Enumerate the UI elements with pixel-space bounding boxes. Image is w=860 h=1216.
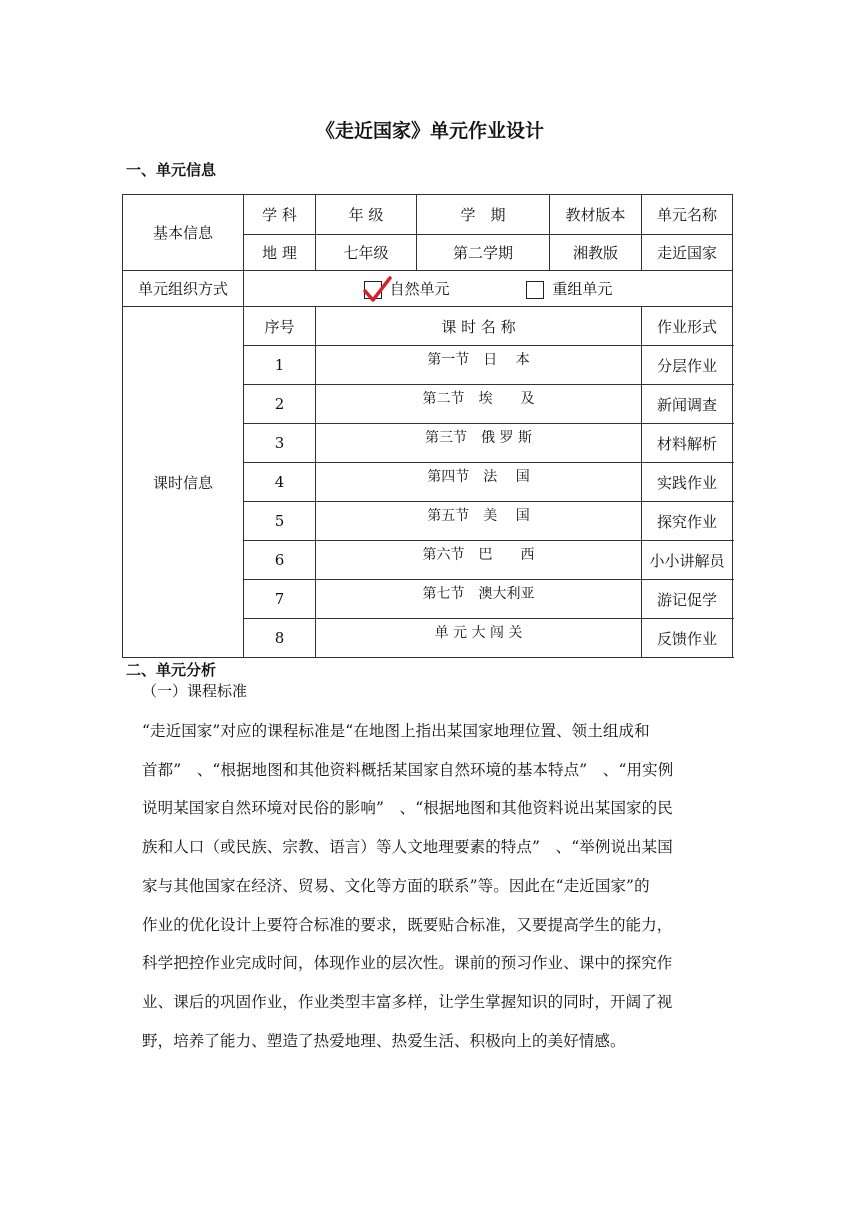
header-grade: 年 级	[316, 195, 417, 235]
header-lesson-no: 序号	[244, 307, 316, 346]
lesson-name: 第六节 巴 西	[316, 541, 642, 580]
lesson-no: 6	[244, 541, 316, 580]
unit-info-table	[122, 194, 733, 658]
lesson-name: 第三节 俄 罗 斯	[316, 424, 642, 463]
checkmark-icon	[363, 276, 393, 304]
value-textbook: 湘教版	[550, 235, 642, 271]
org-option-regroup[interactable]	[526, 278, 612, 299]
value-unit-name: 走近国家	[642, 235, 733, 271]
homework-form: 实践作业	[642, 463, 733, 502]
lesson-name: 第五节 美 国	[316, 502, 642, 541]
homework-form: 分层作业	[642, 346, 733, 385]
lesson-name: 单 元 大 闯 关	[316, 619, 642, 658]
org-option-natural-label: 自然单元	[389, 280, 450, 298]
paragraph-line: 族和人口（或民族、宗教、语言）等人文地理要素的特点” 、“举例说出某国	[142, 838, 673, 857]
lesson-no: 2	[244, 385, 316, 424]
document-title: 《走近国家》单元作业设计	[315, 120, 544, 142]
section-heading-unit-info: 一、单元信息	[126, 161, 217, 179]
org-options	[244, 271, 733, 307]
lesson-no: 7	[244, 580, 316, 619]
paragraph-line: 家与其他国家在经济、贸易、文化等方面的联系”等。因此在“走近国家”的	[142, 876, 650, 895]
header-homework-form: 作业形式	[642, 307, 733, 346]
lesson-no: 1	[244, 346, 316, 385]
org-option-natural[interactable]	[364, 278, 450, 299]
paragraph-line: “走近国家”对应的课程标准是“在地图上指出某国家地理位置、领土组成和	[142, 722, 650, 740]
value-subject: 地 理	[244, 235, 316, 271]
curriculum-paragraph	[142, 712, 736, 1060]
header-subject: 学 科	[244, 195, 316, 235]
checkbox-regroup-unit[interactable]	[526, 281, 544, 299]
homework-form: 探究作业	[642, 502, 733, 541]
lesson-no: 5	[244, 502, 316, 541]
paragraph-line: 科学把控作业完成时间，体现作业的层次性。课前的预习作业、课中的探究作	[142, 954, 673, 973]
value-term: 第二学期	[417, 235, 550, 271]
header-textbook: 教材版本	[550, 195, 642, 235]
lesson-no: 3	[244, 424, 316, 463]
paragraph-line: 首都” 、“根据地图和其他资料概括某国家自然环境的基本特点” 、“用实例	[142, 760, 674, 779]
paragraph-line: 业、课后的巩固作业，作业类型丰富多样，让学生掌握知识的同时，开阔了视	[142, 992, 673, 1011]
header-term: 学 期	[417, 195, 550, 235]
homework-form: 反馈作业	[642, 619, 733, 658]
org-option-regroup-label: 重组单元	[552, 280, 613, 298]
paragraph-line: 野，培养了能力、塑造了热爱地理、热爱生活、积极向上的美好情感。	[142, 1031, 626, 1050]
homework-form: 游记促学	[642, 580, 733, 619]
section-heading-unit-analysis: 二、单元分析	[126, 661, 217, 679]
lesson-name: 第二节 埃 及	[316, 385, 642, 424]
homework-form: 新闻调查	[642, 385, 733, 424]
header-unit-name: 单元名称	[642, 195, 733, 235]
lesson-name: 第一节 日 本	[316, 346, 642, 385]
header-lesson-name: 课 时 名 称	[316, 307, 642, 346]
paragraph-line: 作业的优化设计上要符合标准的要求，既要贴合标准，又要提高学生的能力，	[142, 915, 673, 934]
lesson-name: 第七节 澳大利亚	[316, 580, 642, 619]
org-label: 单元组织方式	[123, 271, 244, 307]
homework-form: 小小讲解员	[642, 541, 733, 580]
basic-info-label: 基本信息	[123, 195, 244, 271]
paragraph-line: 说明某国家自然环境对民俗的影响” 、“根据地图和其他资料说出某国家的民	[142, 799, 673, 818]
checkbox-natural-unit[interactable]	[364, 281, 382, 299]
lesson-info-label: 课时信息	[123, 307, 244, 658]
lesson-no: 4	[244, 463, 316, 502]
subsection-heading-curriculum: （一）课程标准	[142, 682, 248, 700]
homework-form: 材料解析	[642, 424, 733, 463]
lesson-name: 第四节 法 国	[316, 463, 642, 502]
lesson-no: 8	[244, 619, 316, 658]
value-grade: 七年级	[316, 235, 417, 271]
